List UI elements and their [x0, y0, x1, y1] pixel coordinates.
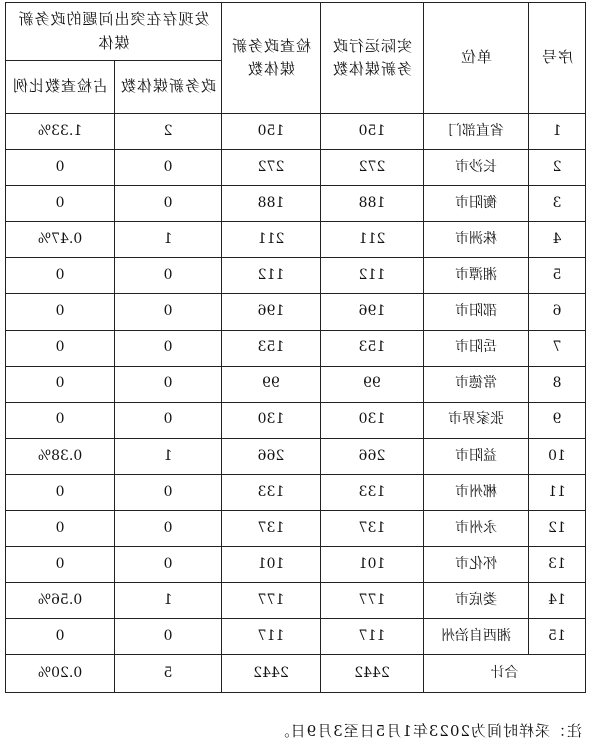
cell-problem-ratio: 0: [5, 330, 114, 366]
cell-problem-count: 2: [115, 114, 222, 150]
cell-unit: 郴州市: [424, 474, 529, 510]
cell-problem-ratio: 0.56%: [5, 583, 114, 619]
cell-index: 15: [529, 619, 586, 655]
cell-problem-count: 0: [115, 474, 222, 510]
cell-index: 12: [529, 511, 586, 547]
cell-actual-running: 150: [321, 114, 424, 150]
cell-problem-ratio: 0: [5, 366, 114, 402]
cell-problem-ratio: 0: [5, 402, 114, 438]
cell-actual-running: 133: [321, 474, 424, 510]
cell-actual-running: 272: [321, 150, 424, 186]
cell-actual-running: 130: [321, 402, 424, 438]
cell-actual-running: 99: [321, 366, 424, 402]
cell-problem-ratio: 0: [5, 294, 114, 330]
cell-unit: 益阳市: [424, 438, 529, 474]
cell-problem-ratio: 0: [5, 619, 114, 655]
total-actual: 2442: [321, 655, 424, 693]
cell-problem-count: 0: [115, 294, 222, 330]
cell-problem-count: 0: [115, 402, 222, 438]
cell-checked: 188: [222, 186, 321, 222]
table-row: [5, 619, 585, 655]
table-row: [5, 186, 585, 222]
cell-index: 3: [529, 186, 586, 222]
header-problem-group: 发现存在突出问题的政务新媒体: [5, 3, 221, 61]
cell-checked: 196: [222, 294, 321, 330]
cell-actual-running: 196: [321, 294, 424, 330]
cell-actual-running: 177: [321, 583, 424, 619]
table-row: [5, 114, 585, 150]
header-problem-ratio: 占检查数比例: [5, 61, 114, 114]
cell-checked: 101: [222, 547, 321, 583]
cell-unit: 怀化市: [424, 547, 529, 583]
cell-problem-count: 1: [115, 583, 222, 619]
cell-unit: 湘西自治州: [424, 619, 529, 655]
cell-index: 14: [529, 583, 586, 619]
header-row-top: [5, 3, 585, 61]
cell-problem-count: 0: [115, 366, 222, 402]
cell-problem-ratio: 0: [5, 547, 114, 583]
cell-unit: 衡阳市: [424, 186, 529, 222]
cell-problem-ratio: 0: [5, 474, 114, 510]
cell-unit: 株洲市: [424, 222, 529, 258]
cell-actual-running: 266: [321, 438, 424, 474]
table-row: [5, 366, 585, 402]
cell-problem-count: 1: [115, 438, 222, 474]
cell-index: 2: [529, 150, 586, 186]
table-row: [5, 150, 585, 186]
cell-actual-running: 117: [321, 619, 424, 655]
cell-index: 4: [529, 222, 586, 258]
inspection-table: [5, 2, 586, 693]
total-checked: 2442: [222, 655, 321, 693]
cell-checked: 130: [222, 402, 321, 438]
cell-problem-ratio: 0: [5, 258, 114, 294]
total-ratio: 0.20%: [5, 655, 114, 693]
table-row: [5, 222, 585, 258]
cell-unit: 省直部门: [424, 114, 529, 150]
cell-problem-count: 0: [115, 330, 222, 366]
cell-problem-count: 0: [115, 511, 222, 547]
cell-unit: 永州市: [424, 511, 529, 547]
cell-unit: 娄底市: [424, 583, 529, 619]
cell-unit: 湘潭市: [424, 258, 529, 294]
table-row: [5, 511, 585, 547]
table-row: [5, 402, 585, 438]
cell-problem-ratio: 0: [5, 511, 114, 547]
cell-checked: 150: [222, 114, 321, 150]
cell-checked: 177: [222, 583, 321, 619]
cell-actual-running: 153: [321, 330, 424, 366]
cell-unit: 岳阳市: [424, 330, 529, 366]
cell-index: 6: [529, 294, 586, 330]
cell-checked: 137: [222, 511, 321, 547]
cell-index: 8: [529, 366, 586, 402]
header-index: 序号: [529, 3, 586, 114]
table-row: [5, 258, 585, 294]
cell-index: 7: [529, 330, 586, 366]
header-checked: 检查政务新媒体数: [222, 3, 321, 114]
cell-problem-count: 1: [115, 222, 222, 258]
cell-unit: 邵阳市: [424, 294, 529, 330]
cell-checked: 112: [222, 258, 321, 294]
cell-index: 10: [529, 438, 586, 474]
table-row: [5, 583, 585, 619]
table-row: [5, 547, 585, 583]
total-count: 5: [115, 655, 222, 693]
cell-actual-running: 211: [321, 222, 424, 258]
table-row: [5, 474, 585, 510]
cell-problem-count: 0: [115, 619, 222, 655]
cell-checked: 99: [222, 366, 321, 402]
cell-index: 13: [529, 547, 586, 583]
cell-unit: 长沙市: [424, 150, 529, 186]
cell-checked: 272: [222, 150, 321, 186]
cell-unit: 常德市: [424, 366, 529, 402]
cell-actual-running: 188: [321, 186, 424, 222]
footnote: 注：采样时间为2023年1月5日至3月9日。: [273, 722, 582, 740]
cell-problem-ratio: 0: [5, 186, 114, 222]
cell-problem-count: 0: [115, 186, 222, 222]
cell-problem-count: 0: [115, 258, 222, 294]
cell-actual-running: 137: [321, 511, 424, 547]
cell-problem-ratio: 1.33%: [5, 114, 114, 150]
cell-problem-ratio: 0.38%: [5, 438, 114, 474]
cell-actual-running: 112: [321, 258, 424, 294]
cell-checked: 153: [222, 330, 321, 366]
cell-actual-running: 101: [321, 547, 424, 583]
cell-checked: 117: [222, 619, 321, 655]
total-row: [5, 655, 585, 693]
total-label: 合计: [424, 655, 586, 693]
table-row: [5, 330, 585, 366]
cell-problem-ratio: 0.47%: [5, 222, 114, 258]
cell-problem-count: 0: [115, 150, 222, 186]
header-problem-count: 政务新媒体数: [115, 61, 222, 114]
cell-index: 9: [529, 402, 586, 438]
cell-index: 5: [529, 258, 586, 294]
cell-checked: 133: [222, 474, 321, 510]
cell-checked: 266: [222, 438, 321, 474]
table-row: [5, 294, 585, 330]
cell-checked: 211: [222, 222, 321, 258]
header-actual-running: 实际运行政务新媒体数: [321, 3, 424, 114]
cell-problem-count: 0: [115, 547, 222, 583]
table-row: [5, 438, 585, 474]
cell-index: 1: [529, 114, 586, 150]
cell-problem-ratio: 0: [5, 150, 114, 186]
cell-index: 11: [529, 474, 586, 510]
cell-unit: 张家界市: [424, 402, 529, 438]
header-unit: 单位: [424, 3, 529, 114]
table-body: [5, 114, 585, 693]
